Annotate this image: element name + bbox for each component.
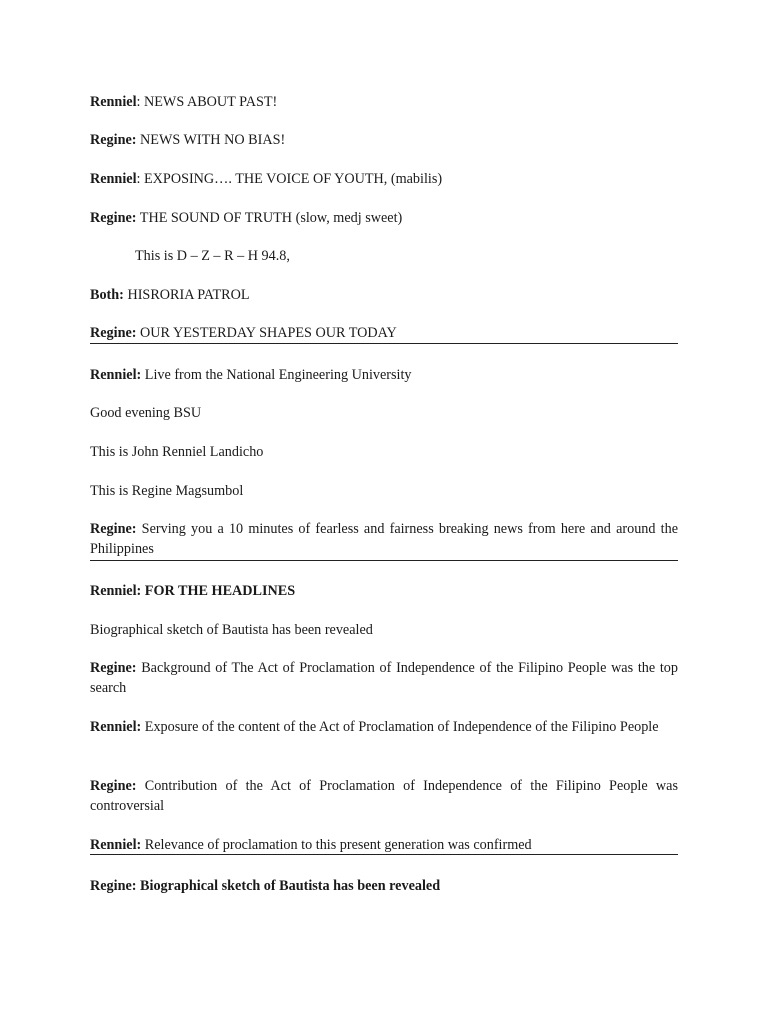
line-text: THE SOUND OF TRUTH (slow, medj sweet) bbox=[136, 210, 403, 226]
line-text: Good evening BSU bbox=[90, 405, 202, 421]
document-page bbox=[90, 0, 678, 1024]
script-line bbox=[90, 581, 678, 601]
line-text: HISRORIA PATROL bbox=[123, 287, 250, 303]
script-line bbox=[90, 519, 678, 559]
line-text: Background of The Act of Proclamation of Independence of the Filipino People was the top search bbox=[90, 660, 678, 696]
speaker-label: Regine: bbox=[90, 132, 137, 148]
script-line bbox=[90, 285, 678, 305]
line-text: This is Regine Magsumbol bbox=[90, 483, 244, 499]
script-line bbox=[90, 92, 678, 112]
section-divider bbox=[90, 854, 678, 855]
script-line bbox=[90, 717, 678, 737]
speaker-label: Regine: bbox=[90, 521, 137, 537]
script-line bbox=[90, 620, 678, 640]
script-line bbox=[90, 365, 678, 385]
speaker-label: Both: bbox=[90, 287, 124, 303]
line-text: Serving you a 10 minutes of fearless and fairness breaking news from here and around the Philippines bbox=[90, 521, 678, 557]
section-divider bbox=[90, 343, 678, 344]
script-line bbox=[90, 169, 678, 189]
line-text: Exposure of the content of the Act of Proclamation of Independence of the Filipino People bbox=[141, 719, 659, 735]
speaker-label: Renniel: bbox=[90, 583, 142, 599]
speaker-label: Renniel: bbox=[90, 367, 142, 383]
line-text: Biographical sketch of Bautista has been revealed bbox=[90, 622, 373, 638]
script-line bbox=[90, 658, 678, 698]
section-divider bbox=[90, 560, 678, 561]
speaker-label: Regine: bbox=[90, 660, 137, 676]
line-text: Relevance of proclamation to this present generation was confirmed bbox=[141, 837, 532, 853]
speaker-label: Regine: bbox=[90, 210, 137, 226]
speaker-separator: : bbox=[136, 94, 141, 110]
script-line bbox=[90, 246, 678, 266]
speaker-label: Regine: bbox=[90, 778, 137, 794]
speaker-label: Renniel: bbox=[90, 719, 142, 735]
script-line bbox=[90, 208, 678, 228]
line-text: Contribution of the Act of Proclamation of Independence of the Filipino People was controversial bbox=[90, 778, 678, 814]
speaker-label: Renniel: bbox=[90, 837, 142, 853]
line-text: This is John Renniel Landicho bbox=[90, 444, 264, 460]
line-text: NEWS WITH NO BIAS! bbox=[136, 132, 286, 148]
speaker-label: Regine: bbox=[90, 325, 137, 341]
speaker-label: Regine: bbox=[90, 878, 137, 894]
line-text: NEWS ABOUT PAST! bbox=[140, 94, 278, 110]
speaker-label: Renniel bbox=[90, 94, 137, 110]
line-text: EXPOSING…. THE VOICE OF YOUTH, (mabilis) bbox=[140, 171, 443, 187]
script-line bbox=[90, 876, 678, 896]
script-line bbox=[90, 776, 678, 816]
script-line bbox=[90, 403, 678, 423]
speaker-label: Renniel bbox=[90, 171, 137, 187]
line-text: OUR YESTERDAY SHAPES OUR TODAY bbox=[136, 325, 397, 341]
line-text: FOR THE HEADLINES bbox=[141, 583, 296, 599]
script-line bbox=[90, 835, 678, 855]
line-text: Live from the National Engineering University bbox=[141, 367, 412, 383]
script-line bbox=[90, 323, 678, 343]
line-text: Biographical sketch of Bautista has been revealed bbox=[136, 878, 441, 894]
script-line bbox=[90, 442, 678, 462]
script-line bbox=[90, 481, 678, 501]
script-line bbox=[90, 130, 678, 150]
speaker-separator: : bbox=[136, 171, 141, 187]
line-text: This is D – Z – R – H 94.8, bbox=[135, 248, 290, 264]
